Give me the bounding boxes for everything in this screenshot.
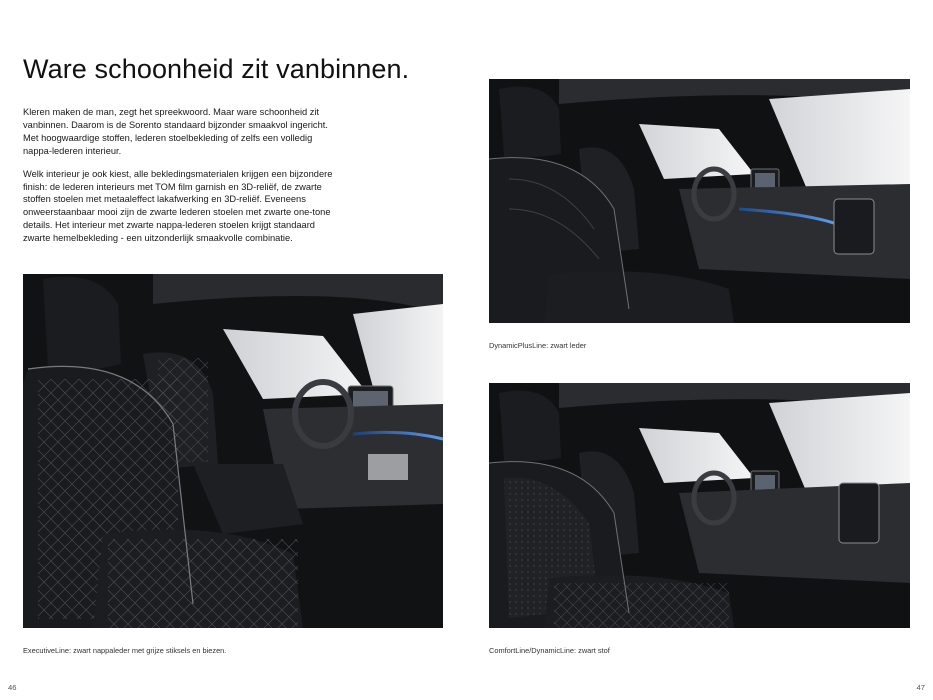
- page-title: Ware schoonheid zit vanbinnen.: [23, 54, 410, 84]
- photo-comfort-interior: [489, 383, 910, 628]
- caption-comfort: ComfortLine/DynamicLine: zwart stof: [489, 646, 610, 655]
- intro-paragraph-1: Kleren maken de man, zegt het spreekwoord. Maar ware schoonheid zit vanbinnen. Daarom is de Sorento standaard bijzonder smaakvol ingericht. Met hoogwaardige stoffen, lederen stoelbekleding of zelfs een volledig nappa-lederen interieur.: [23, 107, 328, 156]
- page-number-left: 46: [8, 683, 17, 692]
- page-number-right: 47: [916, 683, 925, 692]
- caption-dynamicplus: DynamicPlusLine: zwart leder: [489, 341, 587, 350]
- photo-executive-interior: [23, 274, 443, 628]
- caption-executive: ExecutiveLine: zwart nappaleder met grijze stiksels en biezen.: [23, 646, 227, 655]
- intro-text: [23, 106, 341, 255]
- photo-dynamicplus-interior: [489, 79, 910, 323]
- intro-paragraph-2: Welk interieur je ook kiest, alle bekledingsmaterialen krijgen een bijzondere finish: de lederen interieurs met TOM film garnish en 3D-reliëf, de zwarte stoffen stoelen met metaaleffect lakafwerking en 3D-reliëf. Eveneens onweerstaanbaar mooi zijn de zwarte lederen stoelen met zwarte one-tone details. Het interieur met zwarte nappa-lederen stoelen krijgt standaard zwarte hemelbekleding - een uitzonderlijk smaakvolle combinatie.: [23, 168, 333, 244]
